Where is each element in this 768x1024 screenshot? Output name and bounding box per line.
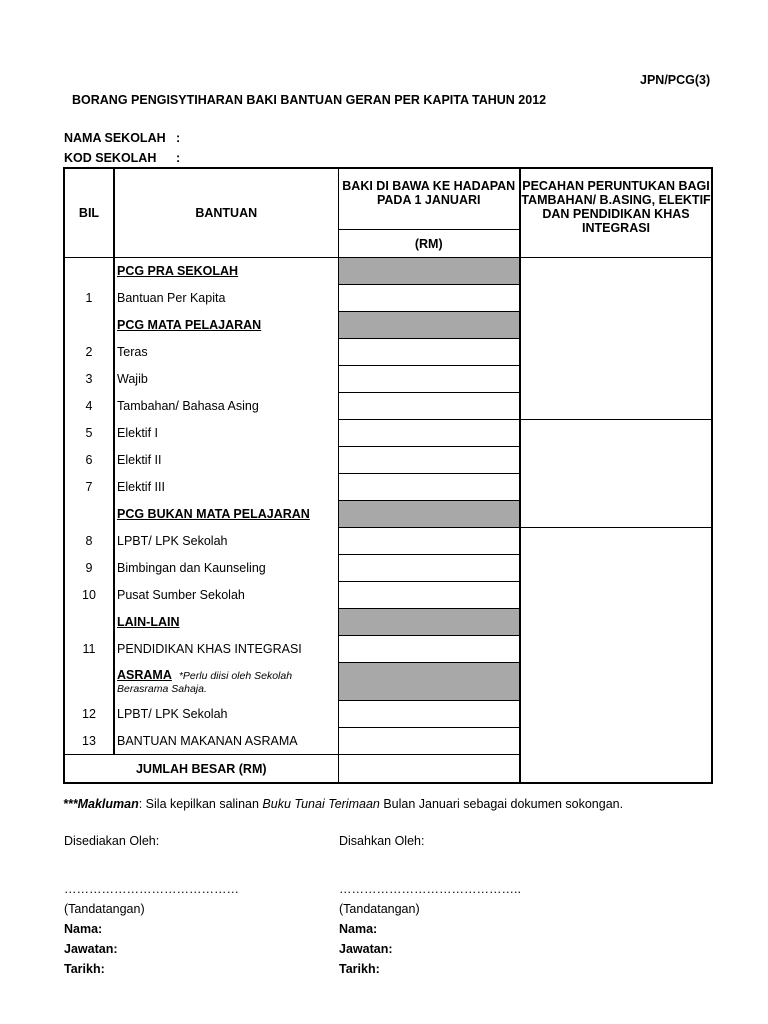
grey-cell [338, 663, 520, 701]
header-pecahan: PECAHAN PERUNTUKAN BAGI TAMBAHAN/ B.ASING, ELEKTIF DAN PENDIDIKAN KHAS INTEGRASI [520, 168, 712, 258]
bil-cell: 7 [64, 474, 114, 501]
item-label: Bimbingan dan Kaunseling [114, 555, 338, 582]
section-mata-pelajaran: PCG MATA PELAJARAN [114, 312, 338, 339]
amount-input-cell[interactable] [338, 555, 520, 582]
pecahan-block-1[interactable] [520, 258, 712, 420]
item-label: Tambahan/ Bahasa Asing [114, 393, 338, 420]
amount-input-cell[interactable] [338, 339, 520, 366]
amount-input-cell[interactable] [338, 728, 520, 755]
amount-input-cell[interactable] [338, 393, 520, 420]
nama-label: Nama: [339, 922, 378, 936]
item-label: Elektif II [114, 447, 338, 474]
disediakan-heading: Disediakan Oleh: [64, 834, 160, 848]
jumlah-besar-label: JUMLAH BESAR (RM) [64, 755, 338, 784]
item-label: Elektif III [114, 474, 338, 501]
jawatan-label: Jawatan: [64, 942, 118, 956]
bil-cell: 2 [64, 339, 114, 366]
pcg-table [63, 167, 713, 784]
bil-cell: 6 [64, 447, 114, 474]
disediakan-block [64, 831, 239, 979]
amount-input-cell[interactable] [338, 447, 520, 474]
tarikh-label: Tarikh: [339, 962, 380, 976]
bil-cell [64, 663, 114, 701]
kod-sekolah-label: KOD SEKOLAH [64, 151, 157, 165]
amount-input-cell[interactable] [338, 582, 520, 609]
item-label: LPBT/ LPK Sekolah [114, 701, 338, 728]
header-baki: BAKI DI BAWA KE HADAPAN PADA 1 JANUARI [338, 168, 520, 230]
document-reference: JPN/PCG(3) [640, 73, 711, 87]
kod-sekolah-row [64, 151, 180, 165]
bil-cell: 12 [64, 701, 114, 728]
tandatangan-label: (Tandatangan) [64, 902, 145, 916]
pecahan-block-2[interactable] [520, 420, 712, 528]
signature-line[interactable]: …………………………………….. [339, 882, 521, 896]
bil-cell [64, 312, 114, 339]
tarikh-label: Tarikh: [64, 962, 105, 976]
section-pra-sekolah: PCG PRA SEKOLAH [114, 258, 338, 285]
amount-input-cell[interactable] [338, 528, 520, 555]
disahkan-heading: Disahkan Oleh: [339, 834, 425, 848]
bil-cell: 3 [64, 366, 114, 393]
grey-cell [338, 609, 520, 636]
item-label: Elektif I [114, 420, 338, 447]
nama-sekolah-colon: : [176, 131, 181, 145]
item-label: Wajib [114, 366, 338, 393]
amount-input-cell[interactable] [338, 366, 520, 393]
pecahan-block-3[interactable] [520, 528, 712, 784]
amount-input-cell[interactable] [338, 701, 520, 728]
nama-sekolah-label: NAMA SEKOLAH [64, 131, 166, 145]
tandatangan-label: (Tandatangan) [339, 902, 420, 916]
bil-cell [64, 609, 114, 636]
amount-input-cell[interactable] [338, 636, 520, 663]
form-title: BORANG PENGISYTIHARAN BAKI BANTUAN GERAN PER KAPITA TAHUN 2012 [72, 93, 547, 107]
item-label: BANTUAN MAKANAN ASRAMA [114, 728, 338, 755]
bil-cell: 4 [64, 393, 114, 420]
asrama-note: *Perlu diisi oleh Sekolah Berasrama Sahaja. [117, 669, 293, 695]
header-bantuan: BANTUAN [114, 168, 338, 258]
bil-cell [64, 258, 114, 285]
grey-cell [338, 312, 520, 339]
makluman-note: ***Makluman: Sila kepilkan salinan Buku Tunai Terimaan Bulan Januari sebagai dokumen sokongan. [63, 797, 624, 811]
amount-input-cell[interactable] [338, 285, 520, 312]
section-bukan-mata-pelajaran: PCG BUKAN MATA PELAJARAN [114, 501, 338, 528]
header-bil: BIL [64, 168, 114, 258]
bil-cell: 11 [64, 636, 114, 663]
kod-sekolah-colon: : [176, 151, 181, 165]
item-label: Teras [114, 339, 338, 366]
amount-input-cell[interactable] [338, 420, 520, 447]
section-asrama: ASRAMA *Perlu diisi oleh Sekolah Berasrama Sahaja. [114, 663, 338, 701]
grey-cell [338, 501, 520, 528]
bil-cell: 10 [64, 582, 114, 609]
signature-line[interactable]: …………………………………… [64, 882, 239, 896]
section-lain-lain: LAIN-LAIN [114, 609, 338, 636]
item-label: Bantuan Per Kapita [114, 285, 338, 312]
item-label: LPBT/ LPK Sekolah [114, 528, 338, 555]
jawatan-label: Jawatan: [339, 942, 393, 956]
bil-cell: 13 [64, 728, 114, 755]
nama-sekolah-row [64, 131, 180, 145]
jumlah-input-cell[interactable] [338, 755, 520, 784]
bil-cell: 9 [64, 555, 114, 582]
item-label: PENDIDIKAN KHAS INTEGRASI [114, 636, 338, 663]
disahkan-block [339, 831, 521, 979]
bil-cell: 8 [64, 528, 114, 555]
nama-label: Nama: [64, 922, 103, 936]
grey-cell [338, 258, 520, 285]
item-label: Pusat Sumber Sekolah [114, 582, 338, 609]
bil-cell: 1 [64, 285, 114, 312]
bil-cell: 5 [64, 420, 114, 447]
bil-cell [64, 501, 114, 528]
header-rm: (RM) [338, 230, 520, 258]
amount-input-cell[interactable] [338, 474, 520, 501]
